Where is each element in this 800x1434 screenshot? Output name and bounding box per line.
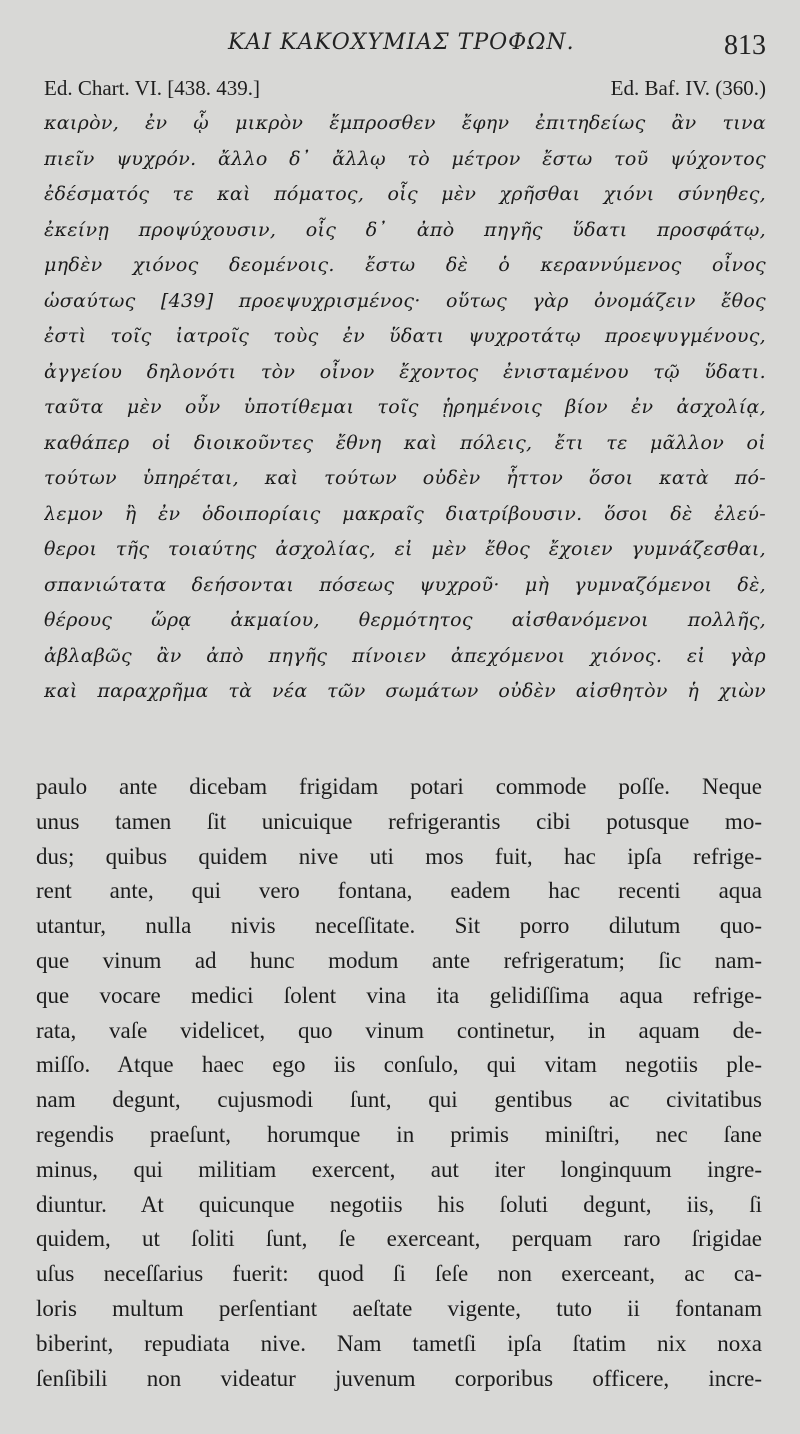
greek-line: ταῦτα μὲν οὖν ὑποτίθεμαι τοῖς ᾑρημένοις βίον ἐν ἀσχολίᾳ, — [44, 396, 766, 418]
latin-line: minus, qui militiam exercent, aut iter longinquum ingre- — [36, 1156, 762, 1182]
edition-reference-right: Ed. Baf. IV. (360.) — [610, 76, 766, 100]
latin-line: regendis praeſunt, horumque in primis miniſtri, nec ſane — [36, 1121, 762, 1147]
greek-line: ἐκείνῃ προψύχουσιν, οἷς δ᾽ ἀπὸ πηγῆς ὕδατι προσφάτῳ, — [44, 218, 766, 241]
latin-line: dus; quibus quidem nive uti mos fuit, hac ipſa refrige- — [36, 843, 762, 869]
latin-line: ſenſibili non videatur juvenum corporibus officere, incre- — [36, 1365, 762, 1391]
latin-line: unus tamen ſit unicuique refrigerantis cibi potusque mo- — [36, 808, 762, 834]
latin-line: paulo ante dicebam frigidam potari commode poſſe. Neque — [36, 774, 762, 799]
greek-line: σπανιώτατα δεήσονται πόσεως ψυχροῦ· μὴ γυμναζόμενοι δὲ, — [44, 573, 766, 596]
greek-text-block — [44, 106, 766, 710]
latin-line: nam degunt, cujusmodi ſunt, qui gentibus ac civitatibus — [36, 1087, 762, 1113]
running-head: ΚΑΙ ΚΑΚΟΧΥΜΙΑΣ ΤΡΟΦΩΝ. — [228, 30, 575, 55]
latin-line: rata, vaſe videlicet, quo vinum continetur, in aquam de- — [36, 1017, 762, 1043]
greek-line: πιεῖν ψυχρόν. ἄλλο δ᾽ ἄλλῳ τὸ μέτρον ἔστω τοῦ ψύχοντος — [44, 147, 766, 170]
latin-line: quidem, ut ſoliti ſunt, ſe exerceant, perquam raro ſrigidae — [36, 1226, 762, 1252]
greek-line: ἀβλαβῶς ἂν ἀπὸ πηγῆς πίνοιεν ἀπεχόμενοι χιόνος. εἰ γὰρ — [44, 644, 766, 667]
greek-line: ἐδέσματός τε καὶ πόματος, οἷς μὲν χρῆσθαι χιόνι σύνηθες, — [44, 183, 766, 205]
greek-line: ἀγγείου δηλονότι τὸν οἶνον ἔχοντος ἐνισταμένου τῷ ὕδατι. — [44, 360, 766, 383]
greek-line: καθάπερ οἱ διοικοῦντες ἔθνη καὶ πόλεις, ἔτι τε μᾶλλον οἱ — [44, 431, 766, 454]
greek-line: θέρους ὥρᾳ ἀκμαίου, θερμότητος αἰσθανόμενοι πολλῆς, — [44, 609, 766, 631]
latin-line: uſus neceſſarius fuerit: quod ſi ſeſe non exerceant, ac ca- — [36, 1261, 762, 1287]
greek-line: τούτων ὑπηρέται, καὶ τούτων οὐδὲν ἧττον ὅσοι κατὰ πό- — [44, 467, 766, 489]
edition-reference-left: Ed. Chart. VI. [438. 439.] — [44, 76, 260, 100]
latin-line: rent ante, qui vero fontana, eadem hac recenti aqua — [36, 878, 762, 904]
latin-line: miſſo. Atque haec ego iis conſulo, qui vitam negotiis ple- — [36, 1052, 762, 1078]
greek-line: καὶ παραχρῆμα τὰ νέα τῶν σωμάτων οὐδὲν αἰσθητὸν ἡ χιὼν — [44, 680, 766, 702]
latin-line: biberint, repudiata nive. Nam tametſi ipſa ſtatim nix noxa — [36, 1330, 762, 1356]
greek-line: λεμον ἢ ἐν ὁδοιπορίαις μακραῖς διατρίβουσιν. ὅσοι δὲ ἐλεύ- — [44, 502, 766, 525]
page-number: 813 — [724, 30, 766, 61]
greek-line: ὡσαύτως [439] προεψυχρισμένος· οὕτως γὰρ ὀνομάζειν ἔθος — [44, 289, 766, 312]
latin-line: diuntur. At quicunque negotiis his ſoluti degunt, iis, ſi — [36, 1191, 762, 1217]
greek-line: καιρὸν, ἐν ᾧ μικρὸν ἔμπροσθεν ἔφην ἐπιτηδείως ἂν τινα — [44, 112, 766, 134]
latin-line: que vinum ad hunc modum ante refrigeratum; ſic nam- — [36, 947, 762, 973]
latin-line: utantur, nulla nivis neceſſitate. Sit porro dilutum quo- — [36, 913, 762, 939]
latin-line: loris multum perſentiant aeſtate vigente, tuto ii fontanam — [36, 1295, 762, 1321]
greek-line: θεροι τῆς τοιαύτης ἀσχολίας, εἰ μὲν ἔθος ἔχοιεν γυμνάζεσθαι, — [44, 538, 766, 560]
greek-line: ἐστὶ τοῖς ἰατροῖς τοὺς ἐν ὕδατι ψυχροτάτῳ προεψυγμένους, — [44, 325, 766, 347]
greek-line: μηδὲν χιόνος δεομένοις. ἔστω δὲ ὁ κεραννύμενος οἶνος — [44, 254, 766, 276]
latin-text-block — [36, 770, 762, 1396]
latin-line: que vocare medici ſolent vina ita gelidiſſima aqua refrige- — [36, 982, 762, 1008]
